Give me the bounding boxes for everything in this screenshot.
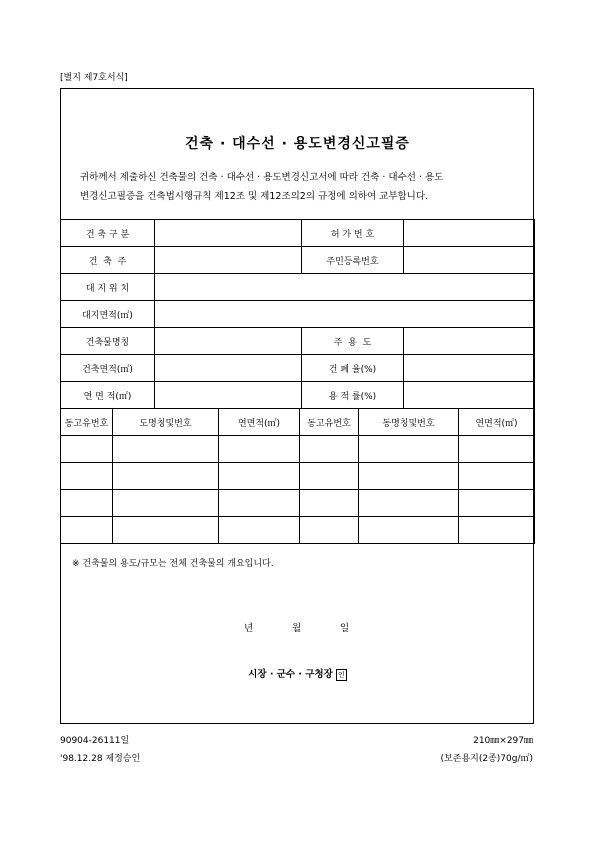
table-cell[interactable] [359, 436, 459, 463]
table-row [61, 490, 535, 517]
paper-spec: (보존용지(2종)70g/㎡) [440, 754, 533, 764]
table-cell[interactable] [459, 517, 535, 544]
unit-header-5: 동명칭및번호 [359, 409, 459, 436]
table-row [61, 517, 535, 544]
site-area-value[interactable] [155, 301, 535, 328]
floor-area-ratio-value[interactable] [404, 382, 535, 409]
intro-line-2: 변경신고필증을 건축법시행규칙 제12조 및 제12조의2의 규정에 의하여 교부합니다. [80, 191, 429, 202]
unit-header-4: 동고유번호 [300, 409, 359, 436]
floor-area-value[interactable] [155, 382, 302, 409]
scope-note: ※ 건축물의 용도/규모는 전체 건축물의 개요입니다. [72, 559, 274, 569]
table-row [61, 301, 535, 328]
table-row [61, 382, 535, 409]
table-row [61, 274, 535, 301]
table-cell[interactable] [219, 490, 300, 517]
form-title: 건축 · 대수선 · 용도변경신고필증 [185, 136, 410, 152]
table-cell[interactable] [219, 463, 300, 490]
building-name-label: 건축물명칭 [61, 328, 155, 355]
unit-table-header-row [61, 409, 535, 436]
intro-text [80, 168, 520, 206]
table-row [61, 463, 535, 490]
table-cell[interactable] [359, 517, 459, 544]
table-cell[interactable] [61, 463, 113, 490]
table-cell[interactable] [300, 517, 359, 544]
owner-value[interactable] [155, 247, 302, 274]
main-use-label: 주 용 도 [302, 328, 404, 355]
table-cell[interactable] [359, 490, 459, 517]
resident-no-value[interactable] [404, 247, 535, 274]
unit-header-6: 연면적(㎡) [459, 409, 535, 436]
table-cell[interactable] [359, 463, 459, 490]
date-year-label: 년 [244, 623, 254, 634]
permit-no-label: 허 가 번 호 [302, 220, 404, 247]
table-row [61, 220, 535, 247]
building-area-value[interactable] [155, 355, 302, 382]
unit-table [60, 408, 535, 544]
table-cell[interactable] [219, 436, 300, 463]
table-row [61, 355, 535, 382]
table-cell[interactable] [61, 490, 113, 517]
building-name-value[interactable] [155, 328, 302, 355]
table-cell[interactable] [113, 436, 219, 463]
site-location-label: 대 지 위 치 [61, 274, 155, 301]
paper-size: 210㎜×297㎜ [473, 736, 533, 746]
table-cell[interactable] [300, 490, 359, 517]
table-cell[interactable] [459, 463, 535, 490]
table-cell[interactable] [219, 517, 300, 544]
table-cell[interactable] [113, 517, 219, 544]
table-row [61, 436, 535, 463]
site-area-label: 대지면적(㎡) [61, 301, 155, 328]
seal-icon: 인 [336, 669, 347, 681]
permit-no-value[interactable] [404, 220, 535, 247]
form-number-label: [별지 제7호서식] [60, 73, 128, 83]
table-row [61, 247, 535, 274]
build-type-value[interactable] [155, 220, 302, 247]
issuer-signature [0, 666, 595, 681]
owner-label: 건 축 주 [61, 247, 155, 274]
form-code: 90904-26111일 [60, 736, 130, 746]
unit-header-1: 동고유번호 [61, 409, 113, 436]
table-cell[interactable] [113, 490, 219, 517]
building-area-label: 건축면적(㎡) [61, 355, 155, 382]
main-use-value[interactable] [404, 328, 535, 355]
date-day-label: 일 [340, 623, 350, 634]
table-cell[interactable] [300, 436, 359, 463]
unit-header-3: 연면적(㎡) [219, 409, 300, 436]
build-type-label: 건 축 구 분 [61, 220, 155, 247]
table-cell[interactable] [459, 490, 535, 517]
intro-line-1: 귀하께서 제출하신 건축물의 건축 · 대수선 · 용도변경신고서에 따라 건축 · 대수선 · 용도 [80, 172, 444, 183]
site-location-value[interactable] [155, 274, 535, 301]
table-cell[interactable] [459, 436, 535, 463]
issuer-title: 시장 · 군수 · 구청장 [248, 669, 333, 680]
coverage-ratio-value[interactable] [404, 355, 535, 382]
resident-no-label: 주민등록번호 [302, 247, 404, 274]
floor-area-ratio-label: 용 적 률(%) [302, 382, 404, 409]
table-cell[interactable] [61, 517, 113, 544]
approval-date: '98.12.28 제정승인 [60, 754, 141, 764]
unit-header-2: 도명칭및번호 [113, 409, 219, 436]
table-cell[interactable] [113, 463, 219, 490]
date-month-label: 월 [292, 623, 302, 634]
coverage-ratio-label: 건 폐 율(%) [302, 355, 404, 382]
table-cell[interactable] [61, 436, 113, 463]
floor-area-label: 연 면 적(㎡) [61, 382, 155, 409]
table-row [61, 328, 535, 355]
table-cell[interactable] [300, 463, 359, 490]
building-info-table [60, 219, 535, 409]
